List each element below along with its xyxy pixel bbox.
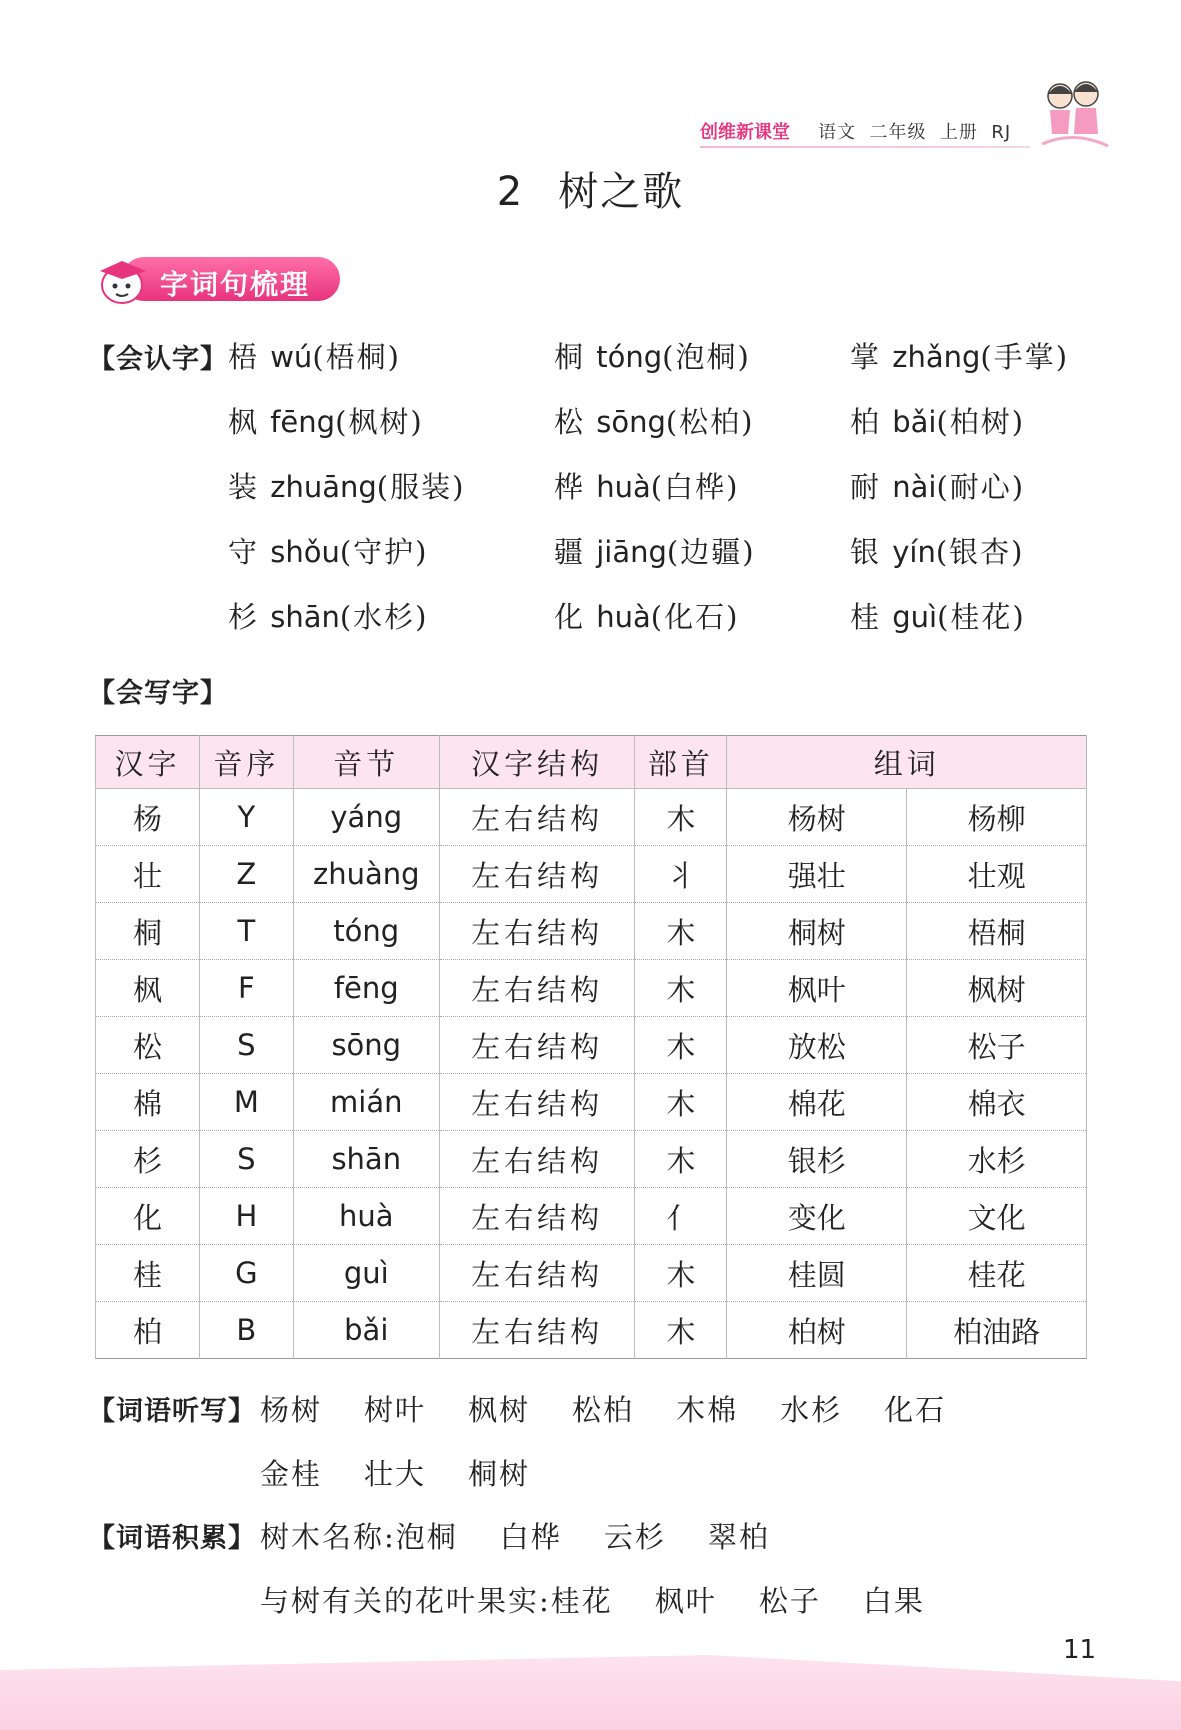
word: 桂花 [550,1584,613,1618]
recognize-item [228,595,429,636]
cell-hanzi: 桂 [96,1245,200,1302]
cell-word-1: 变化 [727,1188,907,1245]
flowers-fruit-prefix: 与树有关的花叶果实: [260,1584,551,1618]
cell-yinxu: M [199,1074,293,1131]
pinyin: yín [892,535,936,569]
cell-yinjie: fēng [293,960,439,1017]
cell-word-2: 松子 [907,1017,1087,1074]
example-word: (泡桐) [662,340,751,374]
cell-word-2: 文化 [907,1188,1087,1245]
cell-word-2: 棉衣 [907,1074,1087,1131]
brand-name: 创维新课堂 [700,122,790,143]
cell-radical: 木 [635,903,727,960]
cell-word-1: 杨树 [727,789,907,846]
mascot-icon [92,253,162,309]
example-word: (守护) [339,535,429,569]
hanzi: 桐 [554,340,597,374]
dictation-line-2 [260,1452,572,1493]
accumulate-line-2 [260,1579,1009,1620]
pinyin: huà [596,470,651,504]
hanzi: 银 [850,535,893,569]
cell-yinxu: Z [199,846,293,903]
section-title: 字词句梳理 [160,268,311,301]
recognize-label: 【会认字】 [88,344,228,375]
pinyin: zhuāng [270,470,377,504]
cell-structure: 左右结构 [439,1074,635,1131]
cell-structure: 左右结构 [439,960,635,1017]
cell-word-1: 桂圆 [727,1245,907,1302]
cell-hanzi: 松 [96,1017,200,1074]
cell-yinjie: guì [293,1245,439,1302]
pinyin: huà [596,600,651,634]
hanzi: 枫 [228,405,271,439]
header-hanzi: 汉字 [96,736,200,789]
hanzi: 杉 [228,600,271,634]
cell-structure: 左右结构 [439,789,635,846]
cell-yinxu: G [199,1245,293,1302]
cell-hanzi: 杨 [96,789,200,846]
example-word: (枫树) [335,405,424,439]
cell-radical: 木 [635,1074,727,1131]
book-info: 语文 二年级 上册 RJ [818,122,1012,143]
cell-yinxu: S [199,1017,293,1074]
cell-hanzi: 壮 [96,846,200,903]
cell-word-1: 柏树 [727,1302,907,1359]
recognize-item [850,465,1025,506]
pinyin: shǒu [270,535,340,569]
kids-illustration-icon [1038,74,1110,154]
word: 枫叶 [654,1584,717,1618]
cell-word-1: 棉花 [727,1074,907,1131]
header-words: 组词 [727,736,1087,789]
hanzi: 柏 [850,405,893,439]
cell-word-1: 强壮 [727,846,907,903]
example-word: (银杏) [935,535,1025,569]
word: 木棉 [676,1393,739,1427]
cell-yinxu: Y [199,789,293,846]
example-word: (服装) [376,470,466,504]
cell-hanzi: 柏 [96,1302,200,1359]
cell-radical: 木 [635,1131,727,1188]
cell-hanzi: 棉 [96,1074,200,1131]
table-row [96,1188,1087,1245]
hanzi: 松 [554,405,597,439]
pinyin: jiāng [596,535,667,569]
word: 泡桐 [395,1520,458,1554]
cell-word-1: 桐树 [727,903,907,960]
cell-yinjie: huà [293,1188,439,1245]
cell-structure: 左右结构 [439,1017,635,1074]
example-word: (耐心) [936,470,1026,504]
cell-word-1: 放松 [727,1017,907,1074]
example-word: (白桦) [650,470,740,504]
header-yinxu: 音序 [199,736,293,789]
write-label: 【会写字】 [88,678,228,709]
cell-structure: 左右结构 [439,846,635,903]
cell-radical: 木 [635,1245,727,1302]
example-word: (手掌) [980,340,1070,374]
example-word: (桂花) [937,600,1026,634]
word: 壮大 [364,1457,427,1491]
section-badge [92,253,342,305]
word: 白桦 [499,1520,562,1554]
recognize-item [228,465,465,506]
word: 桐树 [468,1457,531,1491]
cell-yinjie: bǎi [293,1302,439,1359]
cell-structure: 左右结构 [439,1302,635,1359]
table-row [96,1131,1087,1188]
pinyin: fēng [270,405,336,439]
cell-yinxu: S [199,1131,293,1188]
hanzi: 守 [228,535,271,569]
table-header-row [96,736,1087,789]
word: 松子 [758,1584,821,1618]
pinyin: nài [892,470,937,504]
recognize-item [228,400,424,441]
table-row [96,903,1087,960]
pinyin: shān [270,600,340,634]
cell-word-1: 银杉 [727,1131,907,1188]
cell-word-2: 梧桐 [907,903,1087,960]
cell-structure: 左右结构 [439,1245,635,1302]
cell-radical: 木 [635,1017,727,1074]
word: 水杉 [780,1393,843,1427]
cell-word-2: 壮观 [907,846,1087,903]
table-row [96,960,1087,1017]
example-word: (梧桐) [312,340,401,374]
word: 白果 [862,1584,925,1618]
lesson-number: 2 [496,169,525,215]
recognize-item [228,530,428,571]
tree-names-prefix: 树木名称: [260,1520,396,1554]
cell-word-2: 桂花 [907,1245,1087,1302]
recognize-item [554,465,739,506]
recognize-item [554,595,739,636]
pinyin: zhǎng [892,340,981,374]
example-word: (化石) [650,600,740,634]
dictation-label: 【词语听写】 [88,1396,256,1427]
header-structure: 汉字结构 [439,736,635,789]
word: 杨树 [260,1393,323,1427]
cell-radical: 亻 [635,1188,727,1245]
accumulate-line-1 [260,1515,854,1556]
lesson-title: 树之歌 [558,169,685,215]
recognize-item [228,335,401,376]
cell-yinxu: B [199,1302,293,1359]
cell-yinxu: T [199,903,293,960]
table-row [96,846,1087,903]
cell-word-2: 杨柳 [907,789,1087,846]
hanzi: 疆 [554,535,597,569]
table-row [96,1245,1087,1302]
table-row [96,1074,1087,1131]
recognize-item [554,400,755,441]
cell-radical: 木 [635,960,727,1017]
cell-word-1: 枫叶 [727,960,907,1017]
pinyin: tóng [596,340,663,374]
example-word: (松柏) [665,405,755,439]
cell-yinjie: sōng [293,1017,439,1074]
cell-yinjie: shān [293,1131,439,1188]
word: 翠柏 [707,1520,770,1554]
table-row [96,789,1087,846]
cell-radical: 丬 [635,846,727,903]
cell-word-2: 水杉 [907,1131,1087,1188]
pinyin: wú [270,340,313,374]
cell-yinxu: F [199,960,293,1017]
page-number: 11 [1063,1635,1097,1665]
bottom-decoration [0,1655,1181,1730]
recognize-item [554,335,751,376]
cell-structure: 左右结构 [439,1131,635,1188]
cell-hanzi: 桐 [96,903,200,960]
header-yinjie: 音节 [293,736,439,789]
cell-yinxu: H [199,1188,293,1245]
word: 云杉 [603,1520,666,1554]
example-word: (柏树) [936,405,1026,439]
recognize-item [554,530,756,571]
recognize-item [850,595,1026,636]
table-row [96,1017,1087,1074]
recognize-item [850,400,1025,441]
running-header [700,116,1120,146]
hanzi: 梧 [228,340,271,374]
cell-hanzi: 化 [96,1188,200,1245]
cell-radical: 木 [635,1302,727,1359]
recognize-item [850,335,1069,376]
cell-structure: 左右结构 [439,1188,635,1245]
cell-word-2: 枫树 [907,960,1087,1017]
hanzi: 装 [228,470,271,504]
cell-hanzi: 枫 [96,960,200,1017]
header-radical: 部首 [635,736,727,789]
cell-yinjie: yáng [293,789,439,846]
word: 枫树 [468,1393,531,1427]
word: 树叶 [364,1393,427,1427]
table-row [96,1302,1087,1359]
recognize-item [850,530,1024,571]
hanzi: 耐 [850,470,893,504]
hanzi: 桂 [850,600,893,634]
cell-structure: 左右结构 [439,903,635,960]
cell-yinjie: tóng [293,903,439,960]
write-table [95,735,1087,1359]
word: 松柏 [572,1393,635,1427]
pinyin: sōng [596,405,666,439]
page-title [0,160,1181,217]
cell-yinjie: zhuàng [293,846,439,903]
pinyin: bǎi [892,405,937,439]
cell-hanzi: 杉 [96,1131,200,1188]
example-word: (边疆) [666,535,756,569]
dictation-line-1 [260,1388,988,1429]
cell-word-2: 柏油路 [907,1302,1087,1359]
cell-radical: 木 [635,789,727,846]
cell-yinjie: mián [293,1074,439,1131]
hanzi: 掌 [850,340,893,374]
word: 化石 [884,1393,947,1427]
pinyin: guì [892,600,938,634]
hanzi: 桦 [554,470,597,504]
example-word: (水杉) [339,600,429,634]
word: 金桂 [260,1457,323,1491]
accumulate-label: 【词语积累】 [88,1523,256,1554]
header-rule [700,146,1030,148]
hanzi: 化 [554,600,597,634]
